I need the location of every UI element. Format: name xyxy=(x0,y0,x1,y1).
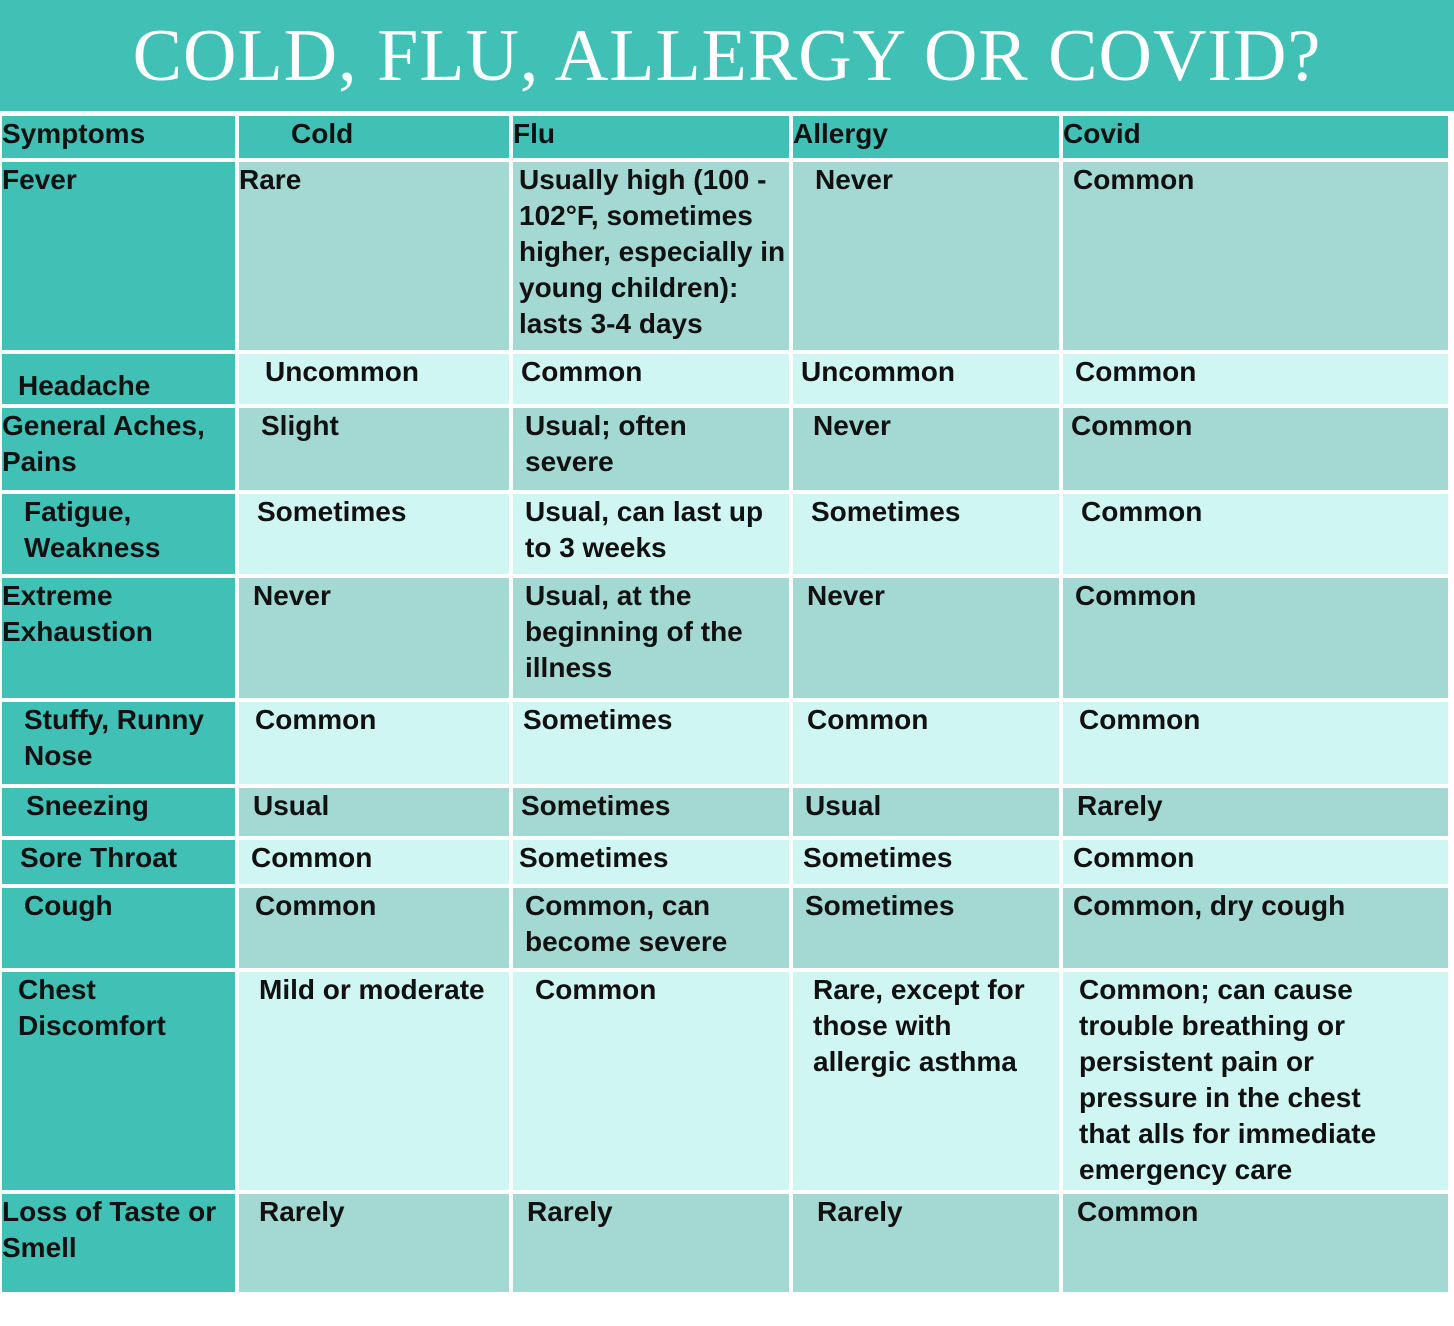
table-row xyxy=(2,840,1448,884)
cold-cell: Slight xyxy=(239,408,509,490)
covid-cell: Common xyxy=(1063,1194,1448,1292)
table-row xyxy=(2,702,1448,784)
symptom-label: Headache xyxy=(2,354,235,404)
table-row xyxy=(2,578,1448,698)
cold-cell: Usual xyxy=(239,788,509,836)
covid-cell: Common xyxy=(1063,578,1448,698)
page-title: COLD, FLU, ALLERGY OR COVID? xyxy=(132,14,1322,97)
allergy-cell: Sometimes xyxy=(793,494,1059,574)
allergy-cell: Rare, except for those with allergic asthma xyxy=(793,972,1059,1190)
covid-cell: Common xyxy=(1063,162,1448,350)
cold-cell: Uncommon xyxy=(239,354,509,404)
allergy-cell: Sometimes xyxy=(793,888,1059,968)
allergy-cell: Never xyxy=(793,162,1059,350)
header-covid: Covid xyxy=(1063,116,1448,158)
allergy-cell: Usual xyxy=(793,788,1059,836)
allergy-cell: Rarely xyxy=(793,1194,1059,1292)
table-row xyxy=(2,888,1448,968)
symptom-comparison-table xyxy=(0,112,1452,1296)
table-row xyxy=(2,1194,1448,1292)
flu-cell: Sometimes xyxy=(513,788,789,836)
covid-cell: Rarely xyxy=(1063,788,1448,836)
symptom-label: Cough xyxy=(2,888,235,968)
title-banner xyxy=(0,0,1454,111)
symptom-label: Sneezing xyxy=(2,788,235,836)
allergy-cell: Never xyxy=(793,578,1059,698)
symptom-label: Extreme Exhaustion xyxy=(2,578,235,698)
covid-cell: Common; can cause trouble breathing or persistent pain or pressure in the chest that alls for immediate emergency care xyxy=(1063,972,1448,1190)
cold-cell: Never xyxy=(239,578,509,698)
symptom-label: Loss of Taste or Smell xyxy=(2,1194,235,1292)
flu-cell: Common xyxy=(513,972,789,1190)
cold-cell: Common xyxy=(239,702,509,784)
symptom-label: Fatigue, Weakness xyxy=(2,494,235,574)
symptom-label: Fever xyxy=(2,162,235,350)
flu-cell: Usual, at the beginning of the illness xyxy=(513,578,789,698)
covid-cell: Common xyxy=(1063,354,1448,404)
flu-cell: Usually high (100 - 102°F, sometimes higher, especially in young children): lasts 3-4 days xyxy=(513,162,789,350)
header-flu: Flu xyxy=(513,116,789,158)
flu-cell: Sometimes xyxy=(513,840,789,884)
flu-cell: Common xyxy=(513,354,789,404)
covid-cell: Common, dry cough xyxy=(1063,888,1448,968)
table-row xyxy=(2,494,1448,574)
allergy-cell: Sometimes xyxy=(793,840,1059,884)
symptom-label: Stuffy, Runny Nose xyxy=(2,702,235,784)
allergy-cell: Uncommon xyxy=(793,354,1059,404)
covid-cell: Common xyxy=(1063,840,1448,884)
flu-cell: Rarely xyxy=(513,1194,789,1292)
table-row xyxy=(2,972,1448,1190)
cold-cell: Sometimes xyxy=(239,494,509,574)
header-allergy: Allergy xyxy=(793,116,1059,158)
cold-cell: Common xyxy=(239,840,509,884)
symptom-label: Chest Discomfort xyxy=(2,972,235,1190)
flu-cell: Common, can become severe xyxy=(513,888,789,968)
table-row xyxy=(2,408,1448,490)
table-header-row xyxy=(2,116,1448,158)
cold-cell: Common xyxy=(239,888,509,968)
header-cold: Cold xyxy=(239,116,509,158)
cold-cell: Rare xyxy=(239,162,509,350)
cold-cell: Mild or moderate xyxy=(239,972,509,1190)
allergy-cell: Never xyxy=(793,408,1059,490)
symptom-label: Sore Throat xyxy=(2,840,235,884)
table-row xyxy=(2,354,1448,404)
covid-cell: Common xyxy=(1063,702,1448,784)
allergy-cell: Common xyxy=(793,702,1059,784)
flu-cell: Sometimes xyxy=(513,702,789,784)
cold-cell: Rarely xyxy=(239,1194,509,1292)
table-row xyxy=(2,162,1448,350)
flu-cell: Usual, can last up to 3 weeks xyxy=(513,494,789,574)
symptom-label: General Aches, Pains xyxy=(2,408,235,490)
covid-cell: Common xyxy=(1063,408,1448,490)
header-symptoms: Symptoms xyxy=(2,116,235,158)
covid-cell: Common xyxy=(1063,494,1448,574)
table-row xyxy=(2,788,1448,836)
flu-cell: Usual; often severe xyxy=(513,408,789,490)
